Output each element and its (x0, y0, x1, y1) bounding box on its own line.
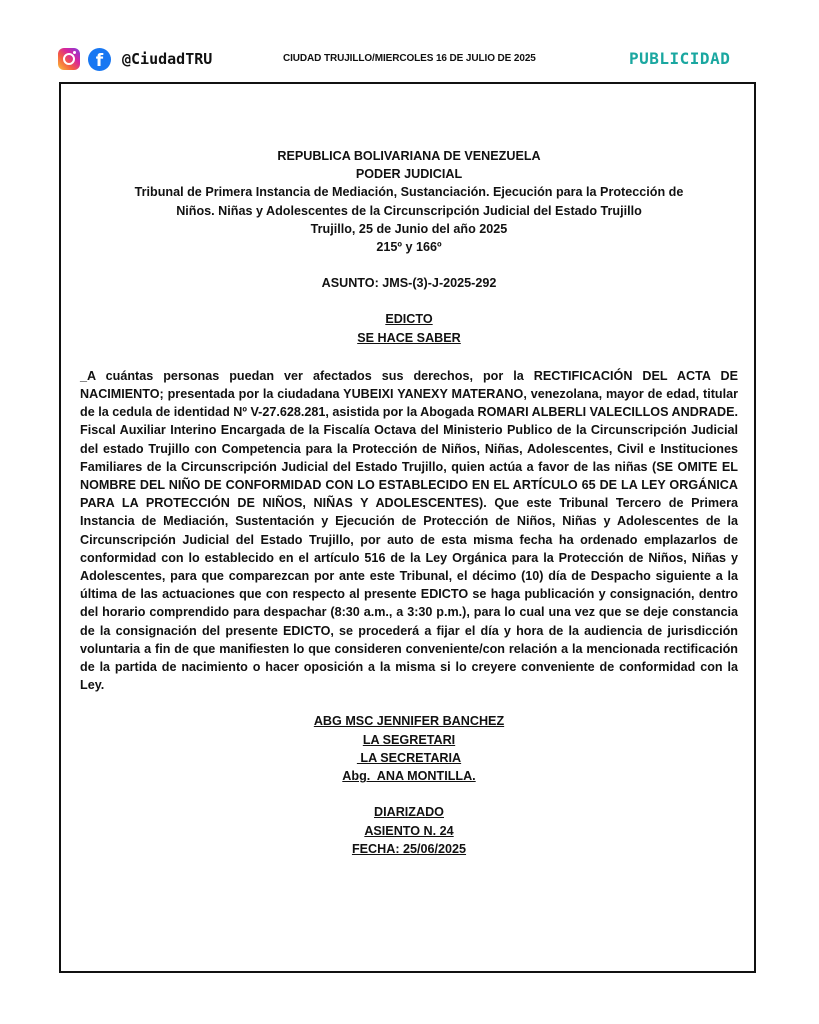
heading-line: Tribunal de Primera Instancia de Mediación, Sustanciación. Ejecución para la Protección de (134, 185, 684, 200)
signature-line: LA SEGRETARI (362, 732, 456, 747)
instagram-icon[interactable] (58, 48, 80, 70)
legal-notice (80, 147, 738, 858)
edicto-title: EDICTO (385, 312, 433, 327)
signature-line: Abg. ANA MONTILLA. (342, 769, 476, 784)
signature-line: LA SECRETARIA (356, 750, 462, 765)
court-heading (80, 147, 738, 256)
publication-header (0, 0, 819, 82)
social-handle[interactable]: @CiudadTRU (122, 50, 213, 68)
case-number: ASUNTO: JMS-(3)-J-2025-292 (321, 276, 497, 291)
heading-line: Niños. Niñas y Adolescentes de la Circunscripción Judicial del Estado Trujillo (176, 203, 642, 218)
registry-line: DIARIZADO (374, 805, 444, 820)
facebook-icon[interactable]: f (88, 48, 111, 71)
instagram-lens (63, 53, 75, 65)
heading-date: Trujillo, 25 de Junio del año 2025 (310, 221, 508, 236)
heading-line: PODER JUDICIAL (355, 167, 463, 182)
signature-line: ABG MSC JENNIFER BANCHEZ (313, 714, 505, 729)
edicto-subtitle: SE HACE SABER (357, 330, 461, 345)
registry-line: FECHA: 25/06/2025 (351, 841, 467, 856)
signature-block (80, 712, 738, 785)
heading-line: REPUBLICA BOLIVARIANA DE VENEZUELA (277, 149, 541, 163)
instagram-flash (73, 51, 76, 54)
registry-line: ASIENTO N. 24 (364, 823, 454, 838)
heading-years: 215º y 166º (376, 240, 442, 255)
registry-block (80, 803, 738, 858)
notice-body: _A cuántas personas puedan ver afectados sus derechos, por la RECTIFICACIÓN DEL ACTA DE NACIMIENTO; presentada por la ciudadana YUBEIXI YANEXY MATERANO, venezolana, mayor de edad, titular de la cedula de identidad Nº V-27.628.281, asistida por la Abogada ROMARI ALBERLI VALECILLOS ANDRADE. Fiscal Auxiliar Interino Encargada de la Fiscalía Octava del Ministerio Publico de la Circunscripción Judicial del estado Trujillo con Competencia para la Protección de Niños, Niñas, Adolescentes, Civil e Instituciones Familiares de la Circunscripción Judicial del Estado Trujillo, quien actúa a favor de las niñas (SE OMITE EL NOMBRE DEL NIÑO DE CONFORMIDAD CON LO ESTABLECIDO EN EL ARTÍCULO 65 DE LA LEY ORGÁNICA PARA LA PROTECCIÓN DE NIÑOS, NIÑAS Y ADOLESCENTES). Que este Tribunal Tercero de Primera Instancia de Mediación, Sustentación y Ejecución de Protección de Niños, Niñas y Adolescentes de la Circunscripción Judicial del Estado Trujillo, por auto de esta misma fecha ha ordenado emplazarlos de conformidad con lo establecido en el artículo 516 de la Ley Orgánica para la Protección de Niños, Niñas y Adolescentes, para que comparezcan por ante este Tribunal, el décimo (10) día de Despacho siguiente a la última de las actuaciones que con respecto al presente EDICTO se haga publicación y consignación, dentro del horario comprendido para despachar (8:30 a.m., a 3:30 p.m.), para lo cual una vez que se deje constancia de la consignación del presente EDICTO, se procederá a fijar el día y hora de la audiencia de jurisdicción voluntaria a fin de que manifiesten lo que consideren conveniente/con relación a la mencionada rectificación de la partida de nacimiento o hacer oposición a la misma si lo creyere conveniente de conformidad con la Ley. (80, 368, 738, 693)
issue-dateline: CIUDAD TRUJILLO/MIERCOLES 16 DE JULIO DE 2025 (283, 53, 536, 64)
section-label: PUBLICIDAD (629, 49, 731, 68)
